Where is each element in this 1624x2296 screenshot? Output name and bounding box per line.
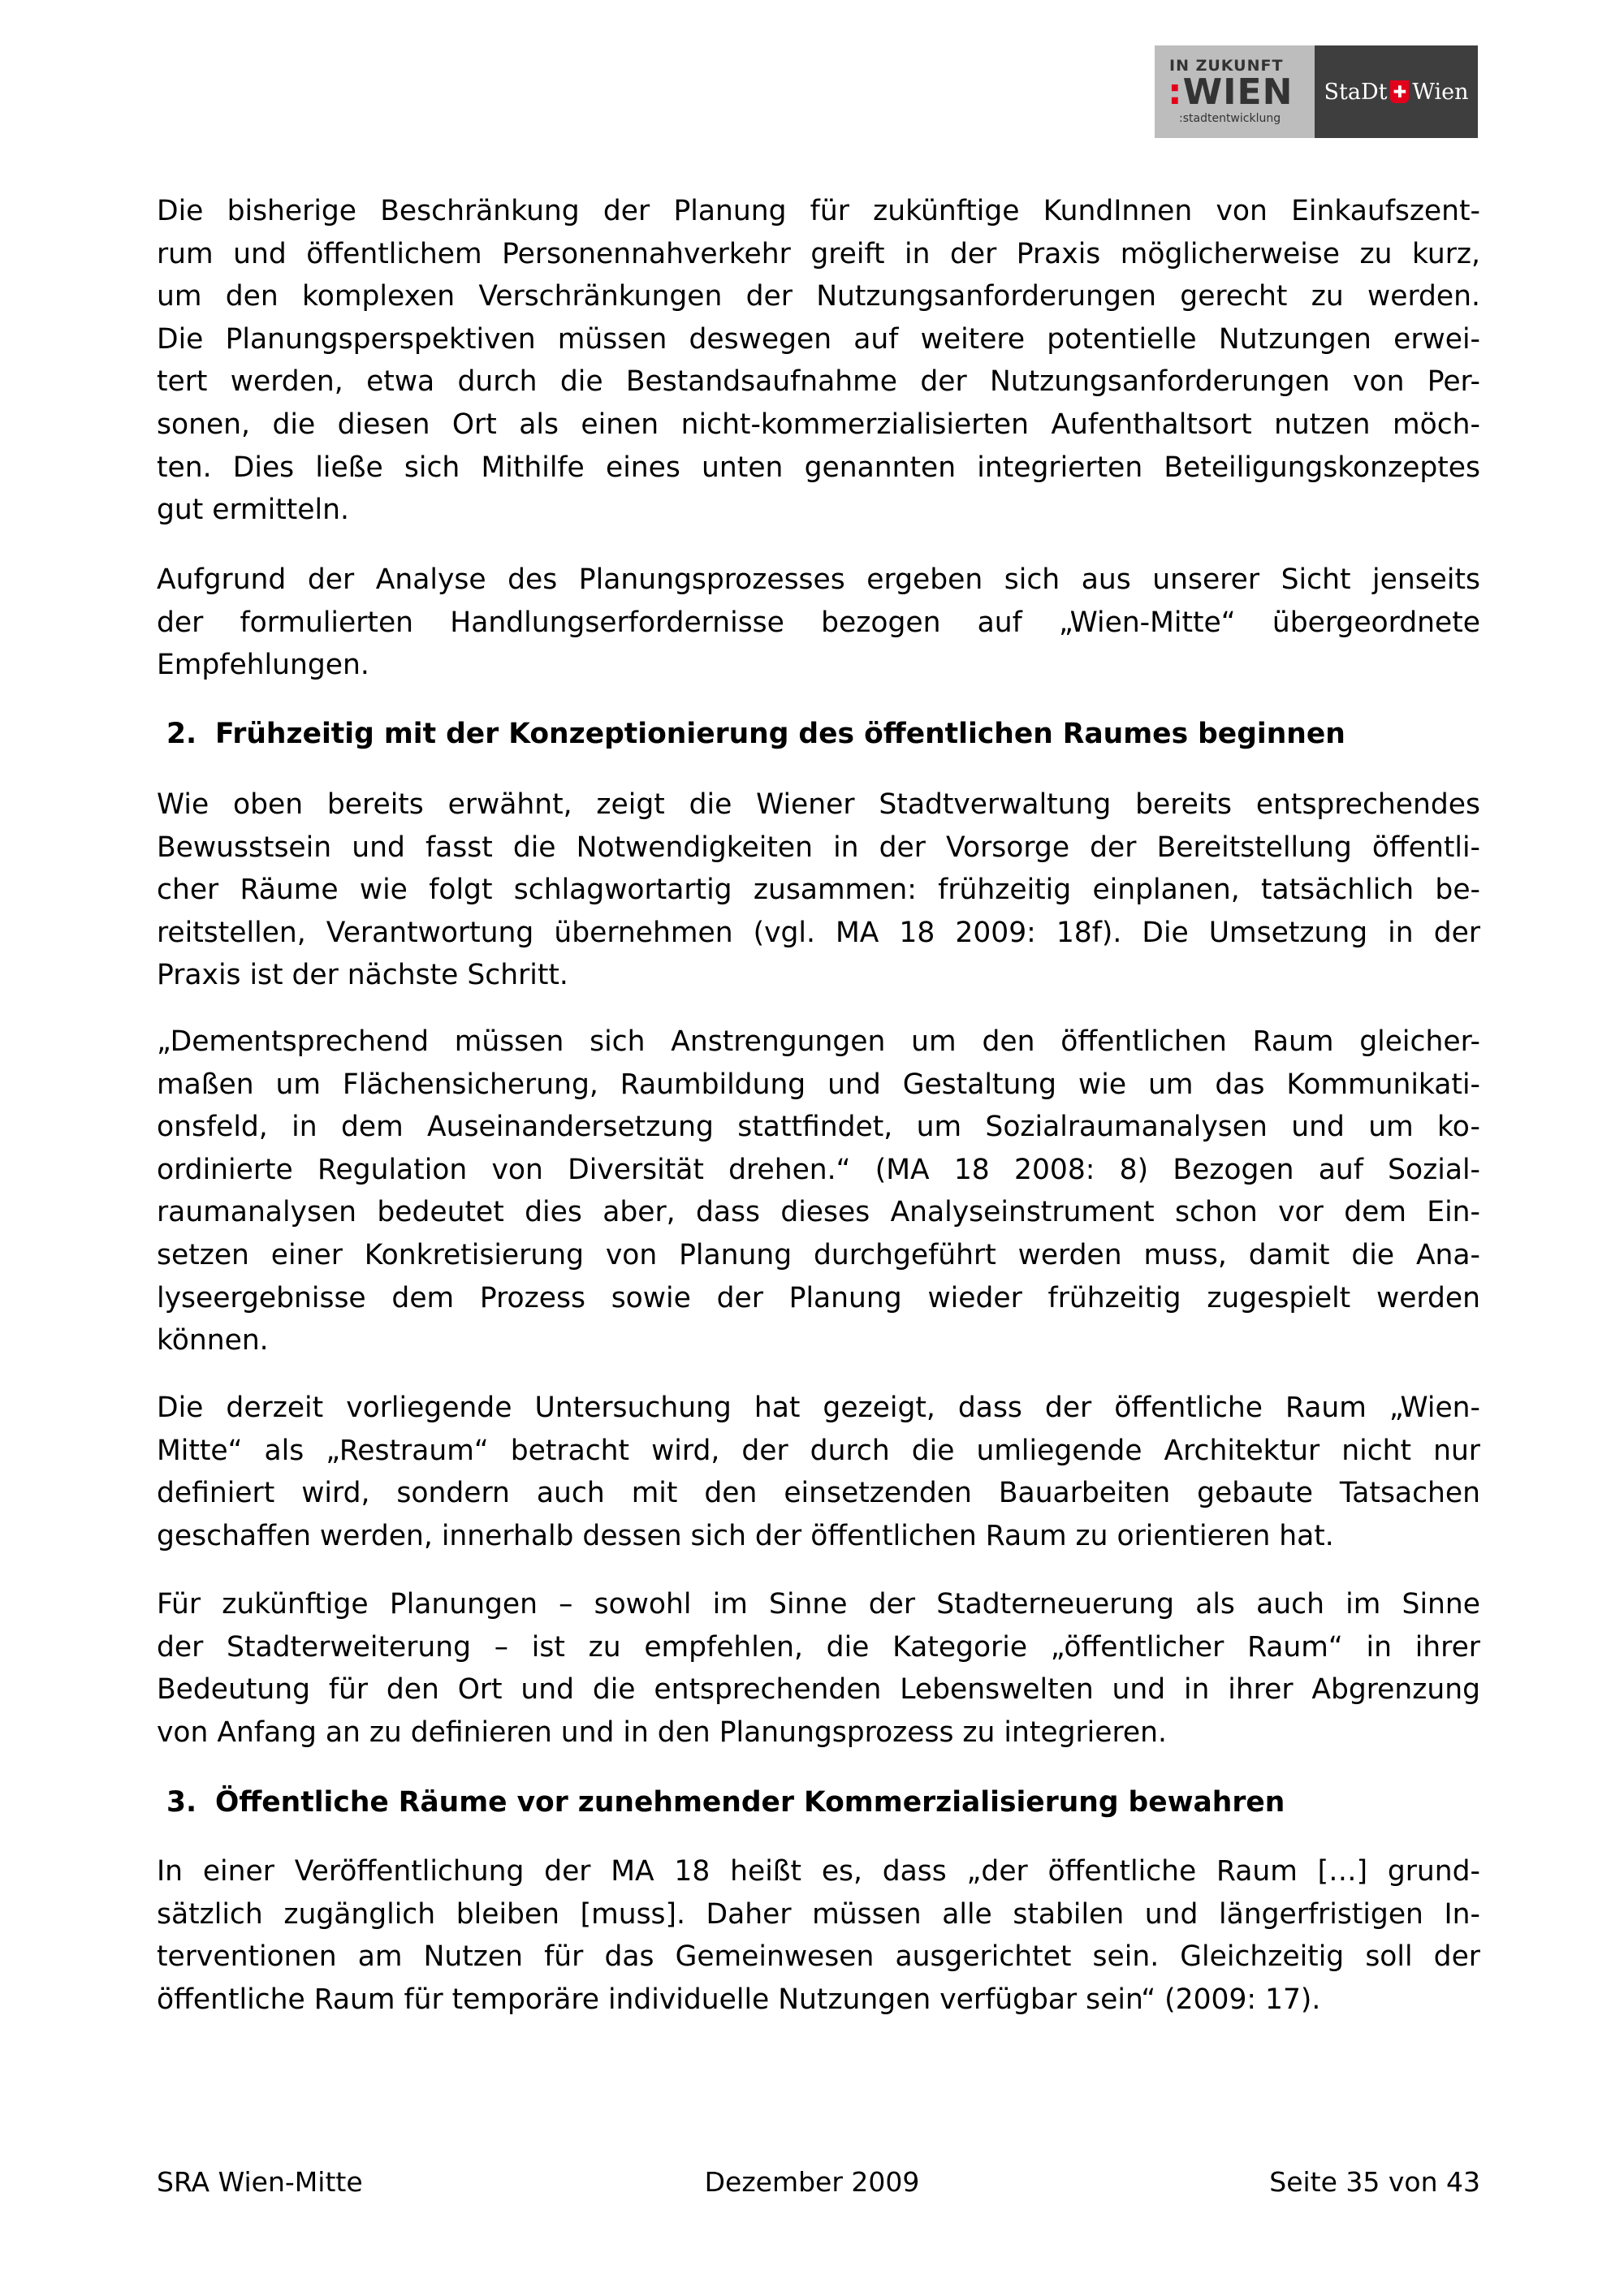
text-line: cher Räume wie folgt schlagwortartig zusammen: frühzeitig einplanen, tatsächlich be-	[157, 874, 1480, 907]
paragraph	[157, 1387, 1480, 1557]
section-title: Öffentliche Räume vor zunehmender Kommerzialisierung bewahren	[215, 1786, 1285, 1819]
text-line: der Stadterweiterung – ist zu empfehlen, die Kategorie „öffentlicher Raum“ in ihrer	[157, 1630, 1480, 1664]
section-number: 2.	[166, 718, 197, 750]
text-line: um den komplexen Verschränkungen der Nutzungsanforderungen gerecht zu werden.	[157, 280, 1480, 313]
text-line: können.	[157, 1324, 269, 1357]
text-line: tert werden, etwa durch die Bestandsaufnahme der Nutzungsanforderungen von Per-	[157, 365, 1480, 399]
text-line: geschaffen werden, innerhalb dessen sich der öffentlichen Raum zu orientieren hat.	[157, 1519, 1334, 1552]
section-number: 3.	[166, 1786, 197, 1819]
text-line: Empfehlungen.	[157, 649, 369, 682]
text-line: Die derzeit vorliegende Untersuchung hat gezeigt, dass der öffentliche Raum „Wien-	[157, 1392, 1480, 1424]
in-zukunft-wien-logo: IN ZUKUNFT :WIEN :stadtentwicklung	[1155, 45, 1315, 138]
text-line: Bedeutung für den Ort und die entsprechenden Lebenswelten und in ihrer Abgrenzung	[157, 1673, 1480, 1707]
text-line: „Dementsprechend müssen sich Anstrengungen um den öffentlichen Raum gleicher-	[157, 1025, 1480, 1058]
text-line: Aufgrund der Analyse des Planungsprozesses ergeben sich aus unserer Sicht jenseits	[157, 563, 1480, 596]
text-line: Praxis ist der nächste Schritt.	[157, 959, 568, 992]
section-heading	[166, 713, 1345, 755]
text-line: gut ermitteln.	[157, 494, 349, 527]
text-line: Wie oben bereits erwähnt, zeigt die Wiener Stadtverwaltung bereits entsprechendes	[157, 788, 1480, 821]
text-line: setzen einer Konkretisierung von Planung durchgeführt werden muss, damit die Ana-	[157, 1238, 1480, 1271]
stadtentwicklung-logo	[1155, 45, 1478, 138]
text-line: Für zukünftige Planungen – sowohl im Sinne der Stadterneuerung als auch im Sinne	[157, 1588, 1480, 1621]
footer-page-number: Seite 35 von 43	[1269, 2166, 1480, 2198]
paragraph	[157, 190, 1480, 532]
text-line: raumanalysen bedeutet dies aber, dass dieses Analyseinstrument schon vor dem Ein-	[157, 1196, 1480, 1229]
text-line: von Anfang an zu definieren und in den Planungsprozess zu integrieren.	[157, 1716, 1167, 1749]
text-line: lyseergebnisse dem Prozess sowie der Planung wieder frühzeitig zugespielt werden	[157, 1281, 1480, 1314]
text-line: ten. Dies ließe sich Mithilfe eines unten genannten integrierten Beteiligungskonzeptes	[157, 451, 1480, 484]
paragraph	[157, 783, 1480, 997]
footer-center: Dezember 2009	[704, 2166, 920, 2198]
text-line: öffentliche Raum für temporäre individuelle Nutzungen verfügbar sein“ (2009: 17).	[157, 1983, 1321, 2016]
vienna-coat-of-arms-icon: ✚	[1390, 80, 1409, 103]
text-line: sätzlich zugänglich bleiben [muss]. Daher müssen alle stabilen und längerfristigen In-	[157, 1897, 1480, 1931]
text-line: definiert wird, sondern auch mit den einsetzenden Bauarbeiten gebaute Tatsachen	[157, 1477, 1480, 1510]
text-line: ordinierte Regulation von Diversität drehen.“ (MA 18 2008: 8) Bezogen auf Sozial-	[157, 1153, 1480, 1186]
text-line: sonen, die diesen Ort als einen nicht-kommerzialisierten Aufenthaltsort nutzen möch-	[157, 408, 1480, 441]
text-line: Mitte“ als „Restraum“ betracht wird, der durch die umliegende Architektur nicht nur	[157, 1434, 1480, 1467]
text-line: reitstellen, Verantwortung übernehmen (vgl. MA 18 2009: 18f). Die Umsetzung in der	[157, 916, 1480, 949]
text-line: terventionen am Nutzen für das Gemeinwesen ausgerichtet sein. Gleichzeitig soll der	[157, 1940, 1480, 1974]
paragraph	[157, 1021, 1480, 1362]
paragraph	[157, 1850, 1480, 2021]
footer-left: SRA Wien-Mitte	[157, 2166, 363, 2198]
text-line: In einer Veröffentlichung der MA 18 heißt es, dass „der öffentliche Raum […] grund-	[157, 1855, 1480, 1888]
text-line: maßen um Flächensicherung, Raumbildung und Gestaltung wie um das Kommunikati-	[157, 1068, 1480, 1101]
paragraph	[157, 1583, 1480, 1754]
text-line: Die bisherige Beschränkung der Planung für zukünftige KundInnen von Einkaufszent-	[157, 195, 1480, 227]
paragraph	[157, 559, 1480, 687]
stadt-wien-logo: StaDt ✚ Wien	[1315, 45, 1478, 138]
section-title: Frühzeitig mit der Konzeptionierung des öffentlichen Raumes beginnen	[215, 718, 1345, 750]
text-line: Bewusstsein und fasst die Notwendigkeiten in der Vorsorge der Bereitstellung öffentli-	[157, 831, 1480, 864]
section-heading	[166, 1781, 1285, 1823]
text-line: Die Planungsperspektiven müssen deswegen auf weitere potentielle Nutzungen erwei-	[157, 322, 1480, 356]
text-line: der formulierten Handlungserfordernisse bezogen auf „Wien-Mitte“ übergeordnete	[157, 606, 1480, 639]
text-line: rum und öffentlichem Personennahverkehr greift in der Praxis möglicherweise zu kurz,	[157, 237, 1480, 270]
text-line: onsfeld, in dem Auseinandersetzung stattfindet, um Sozialraumanalysen und um ko-	[157, 1111, 1480, 1144]
